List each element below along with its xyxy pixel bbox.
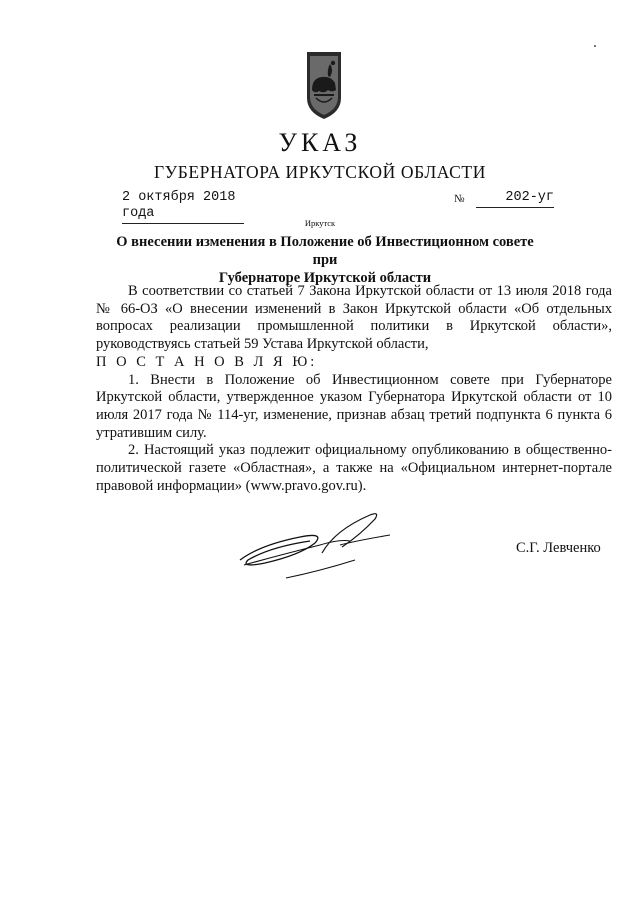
decree-number-block [454,190,554,208]
document-title: УКАЗ [278,128,362,157]
city-label: Иркутск [304,218,336,228]
scan-speck [594,45,596,47]
decree-number: 202-уг [476,190,554,208]
document-subtitle: ГУБЕРНАТОРА ИРКУТСКОЙ ОБЛАСТИ [154,162,486,182]
signer-name: С.Г. Левченко [516,540,601,556]
number-sign: № [454,193,465,205]
decree-date: 2 октября 2018 года [122,190,244,224]
heading-line-2: Губернаторе Иркутской области [218,270,432,286]
item-2-paragraph: 2. Настоящий указ подлежит официальному опубликованию в общественно-политической газете «Областная», а также на «Официальном интернет-портале правовой информации» (www.pravo.gov.ru). [96,442,612,494]
decree-body [96,283,612,495]
heading-line-1: О внесении изменения в Положение об Инвестиционном совете при [116,234,534,268]
coat-of-arms-icon [306,50,342,120]
decree-word: П О С Т А Н О В Л Я Ю: [96,353,318,370]
preamble-paragraph: В соответствии со статьей 7 Закона Иркутской области от 13 июля 2018 года № 66-ОЗ «О внесении изменений в Закон Иркутской области «Об отдельных вопросах реализации промышленной политики в Иркутской области», руководствуясь статьей 59 Устава Иркутской области, [96,283,612,353]
decree-heading [110,233,540,287]
item-1-paragraph: 1. Внести в Положение об Инвестиционном совете при Губернаторе Иркутской области, утвержденное указом Губернатора Иркутской области от 10 июля 2017 года № 114-уг, изменение, признав абзац третий подпункта 6 пункта 6 утратившим силу. [96,371,612,441]
handwritten-signature [230,505,410,585]
